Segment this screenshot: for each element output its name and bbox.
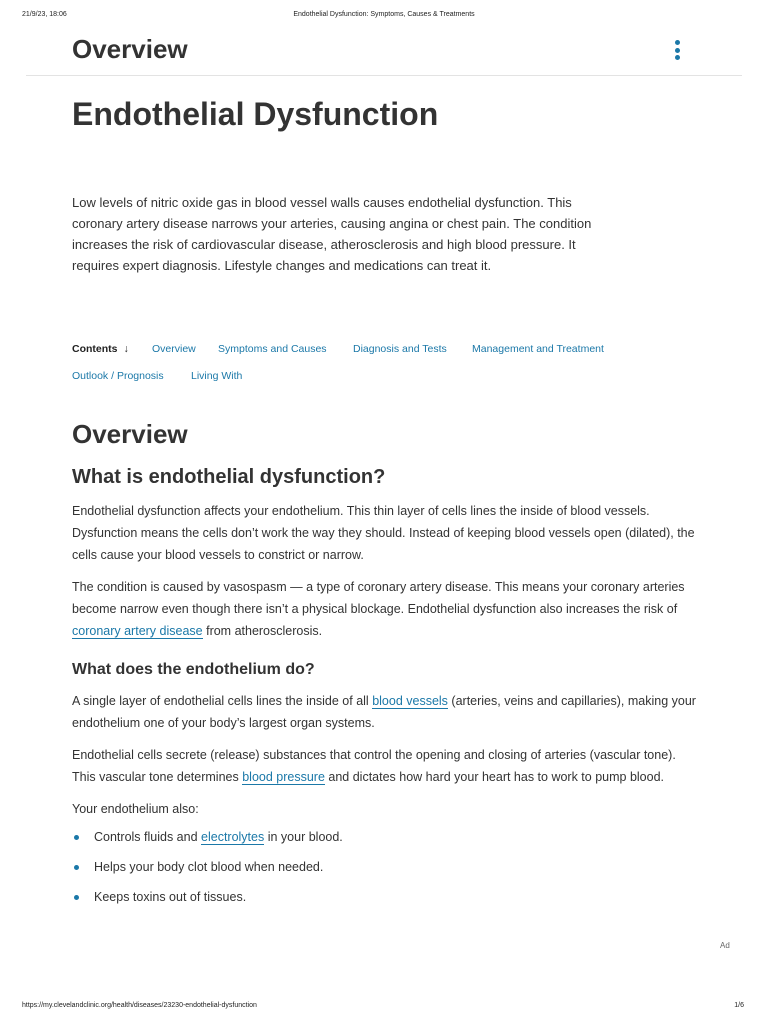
kebab-dot (675, 40, 680, 45)
contents-label: Contents ↓ (72, 343, 129, 355)
current-section-title: Overview (72, 34, 188, 64)
link-electrolytes[interactable]: electrolytes (201, 830, 265, 844)
table-of-contents (72, 341, 692, 395)
question-heading-what-does: What does the endothelium do? (72, 661, 315, 678)
bullet-icon (74, 895, 79, 900)
link-coronary-artery-disease[interactable]: coronary artery disease (72, 624, 203, 638)
paragraph: Endothelial cells secrete (release) substances that control the opening and closing of arteries (vascular tone). This vascular tone determines blood pressure and dictates how hard your heart has to work to pump blood. (72, 748, 676, 784)
print-header (0, 11, 768, 23)
link-blood-vessels[interactable]: blood vessels (372, 694, 448, 708)
paragraph: A single layer of endothelial cells lines the inside of all blood vessels (arteries, veins and capillaries), making your endothelium one of your body’s largest organ systems. (72, 694, 696, 730)
paragraph: Your endothelium also: (72, 802, 199, 816)
print-page-number: 1/6 (734, 1002, 744, 1009)
bullet-icon (74, 835, 79, 840)
list-item: Helps your body clot blood when needed. (72, 856, 700, 878)
list-item: Keeps toxins out of tissues. (72, 886, 700, 908)
paragraph: Endothelial dysfunction affects your endothelium. This thin layer of cells lines the inside of blood vessels. Dysfunction means the cells don’t work the way they should. Instead of keeping blood vessels open (dilated), the cells cause your blood vessels to constrict or narrow. (72, 504, 695, 562)
section-heading-overview: Overview (72, 419, 188, 449)
paragraph: The condition is caused by vasospasm — a type of coronary artery disease. This means your coronary arteries become narrow even though there isn’t a physical blockage. Endothelial dysfunction also increases the risk of coronary artery disease from atherosclerosis. (72, 580, 685, 638)
bullet-icon (74, 865, 79, 870)
kebab-dot (675, 55, 680, 60)
toc-link-diagnosis-tests[interactable]: Diagnosis and Tests (353, 343, 447, 355)
list-item: Controls fluids and electrolytes in your blood. (72, 826, 700, 848)
intro-summary: Low levels of nitric oxide gas in blood vessel walls causes endothelial dysfunction. This coronary artery disease narrows your arteries, causing angina or chest pain. The condition increases the risk of cardiovascular disease, atherosclerosis and high blood pressure. It requires expert diagnosis. Lifestyle changes and medications can treat it. (72, 195, 592, 273)
endothelium-functions-list (72, 826, 700, 908)
ad-label: Ad (720, 941, 730, 950)
link-blood-pressure[interactable]: blood pressure (242, 770, 325, 784)
toc-link-outlook-prognosis[interactable]: Outlook / Prognosis (72, 370, 164, 382)
page-title: Endothelial Dysfunction (72, 96, 439, 132)
toc-link-management-treatment[interactable]: Management and Treatment (472, 343, 604, 355)
kebab-menu-icon[interactable] (672, 40, 682, 62)
toc-link-symptoms-causes[interactable]: Symptoms and Causes (218, 343, 327, 355)
print-doc-title: Endothelial Dysfunction: Symptoms, Causes & Treatments (293, 11, 475, 18)
toc-link-living-with[interactable]: Living With (191, 370, 243, 382)
print-datetime: 21/9/23, 18:06 (22, 11, 67, 18)
print-url: https://my.clevelandclinic.org/health/diseases/23230-endothelial-dysfunction (22, 1002, 257, 1009)
arrow-down-icon: ↓ (123, 343, 129, 355)
sticky-section-bar (26, 28, 742, 76)
kebab-dot (675, 48, 680, 53)
question-heading-what-is: What is endothelial dysfunction? (72, 466, 386, 488)
toc-link-overview[interactable]: Overview (152, 343, 196, 355)
article-content (72, 418, 700, 916)
